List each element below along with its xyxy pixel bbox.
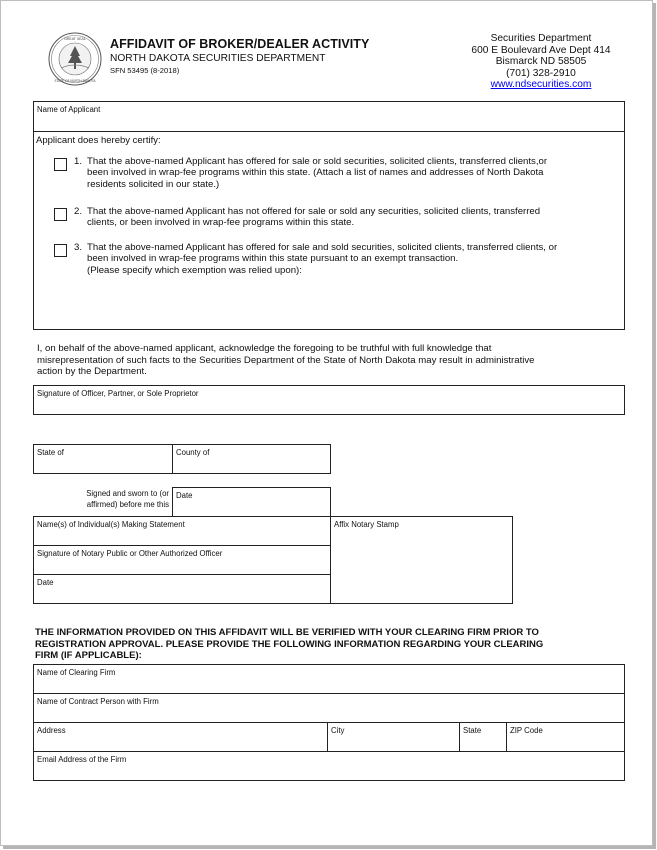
firm-email-input[interactable] xyxy=(36,764,622,778)
notice-line: REGISTRATION APPROVAL. PLEASE PROVIDE THE FOLLOWING INFORMATION REGARDING YOUR CLEARING xyxy=(35,638,544,650)
notary-date-input[interactable] xyxy=(36,587,328,601)
sworn-statement xyxy=(33,489,169,517)
option-1-line: That the above-named Applicant has offered for sale or sold securities, solicited clients, transferred clients,or xyxy=(87,156,548,167)
applicant-name-label: Name of Applicant xyxy=(37,105,101,114)
exemption-input[interactable] xyxy=(86,282,620,326)
officer-signature-input[interactable] xyxy=(36,398,622,412)
sworn-date-field[interactable] xyxy=(172,487,331,517)
firm-state-field[interactable] xyxy=(459,722,507,752)
certify-intro: Applicant does hereby certify: xyxy=(36,135,161,146)
contact-person-label: Name of Contract Person with Firm xyxy=(37,697,159,706)
firm-city-label: City xyxy=(331,726,345,735)
firm-zip-field[interactable] xyxy=(506,722,625,752)
notary-stamp-area xyxy=(330,516,513,604)
svg-text:STATE OF NORTH DAKOTA: STATE OF NORTH DAKOTA xyxy=(54,79,96,83)
firm-zip-label: ZIP Code xyxy=(510,726,543,735)
notary-date-field[interactable] xyxy=(33,574,331,604)
phone-number: (701) 328-2910 xyxy=(506,67,576,79)
form-title: AFFIDAVIT OF BROKER/DEALER ACTIVITY xyxy=(110,37,370,51)
option-3-number: 3. xyxy=(74,242,83,253)
option-1-checkbox[interactable] xyxy=(54,158,67,171)
officer-signature-field[interactable] xyxy=(33,385,625,415)
notary-signature-label: Signature of Notary Public or Other Authorized Officer xyxy=(37,549,223,558)
individuals-input[interactable] xyxy=(36,529,328,543)
option-2-checkbox[interactable] xyxy=(54,208,67,221)
notice-line: FIRM (IF APPLICABLE): xyxy=(35,650,142,662)
option-2-number: 2. xyxy=(74,206,83,217)
state-of-label: State of xyxy=(37,448,64,457)
acknowledgement-line: action by the Department. xyxy=(37,366,147,378)
clearing-firm-name-field[interactable] xyxy=(33,664,625,694)
sworn-line: Signed and sworn to (or xyxy=(86,489,169,498)
individuals-field[interactable] xyxy=(33,516,331,546)
address-line-2: 600 E Boulevard Ave Dept 414 xyxy=(471,44,611,56)
state-of-field[interactable] xyxy=(33,444,173,474)
firm-city-field[interactable] xyxy=(327,722,460,752)
firm-state-input[interactable] xyxy=(462,735,504,749)
sworn-date-label: Date xyxy=(176,491,193,500)
sworn-date-input[interactable] xyxy=(175,500,328,514)
county-of-label: County of xyxy=(176,448,210,457)
svg-text:GREAT SEAL: GREAT SEAL xyxy=(64,37,86,41)
individuals-label: Name(s) of Individual(s) Making Statement xyxy=(37,520,185,529)
address-line-1: Securities Department xyxy=(490,33,592,44)
certification-section xyxy=(33,131,625,330)
contact-person-input[interactable] xyxy=(36,706,622,720)
address-line-3: Bismarck ND 58505 xyxy=(495,56,587,68)
county-of-input[interactable] xyxy=(175,457,328,471)
county-of-field[interactable] xyxy=(172,444,331,474)
notary-signature-input[interactable] xyxy=(36,558,328,572)
officer-signature-label: Signature of Officer, Partner, or Sole Proprietor xyxy=(37,389,199,398)
contact-person-field[interactable] xyxy=(33,693,625,723)
firm-state-label: State xyxy=(463,726,482,735)
acknowledgement-text xyxy=(37,343,627,378)
firm-city-input[interactable] xyxy=(330,735,457,749)
form-number: SFN 53495 (8-2018) xyxy=(110,66,180,75)
firm-email-label: Email Address of the Firm xyxy=(37,755,127,764)
option-3-line: been involved in wrap-fee programs within this state pursuant to an exempt transaction. xyxy=(87,253,459,265)
option-3-checkbox[interactable] xyxy=(54,244,67,257)
option-3-line: (Please specify which exemption was relied upon): xyxy=(87,264,302,276)
north-dakota-seal-icon xyxy=(48,32,102,86)
acknowledgement-line: misrepresentation of such facts to the Securities Department of the State of North Dakota may result in administrative xyxy=(37,354,535,366)
state-of-input[interactable] xyxy=(36,457,170,471)
applicant-name-field[interactable] xyxy=(33,101,625,132)
department-name: NORTH DAKOTA SECURITIES DEPARTMENT xyxy=(110,53,326,64)
notice-line: THE INFORMATION PROVIDED ON THIS AFFIDAVIT WILL BE VERIFIED WITH YOUR CLEARING FIRM PRIOR TO xyxy=(35,627,539,638)
clearing-firm-name-label: Name of Clearing Firm xyxy=(37,668,116,677)
firm-address-label: Address xyxy=(37,726,66,735)
option-2-line: clients, or been involved in wrap-fee programs within this state. xyxy=(87,217,355,229)
acknowledgement-line: I, on behalf of the above-named applicant, acknowledge the foregoing to be truthful with full knowledge that xyxy=(37,343,492,354)
firm-address-field[interactable] xyxy=(33,722,328,752)
option-1-number: 1. xyxy=(74,156,83,167)
applicant-name-input[interactable] xyxy=(36,115,622,129)
department-address xyxy=(441,33,641,91)
option-3-line: That the above-named Applicant has offered for sale and sold securities, solicited clients, transferred clients, or xyxy=(87,242,558,253)
firm-zip-input[interactable] xyxy=(509,735,622,749)
option-1-line: been involved in wrap-fee programs within this state. (Attach a list of names and addresses of North Dakota xyxy=(87,167,544,179)
sworn-line: affirmed) before me this xyxy=(86,499,169,509)
firm-address-input[interactable] xyxy=(36,735,325,749)
option-1-line: residents solicited in our state.) xyxy=(87,178,220,190)
firm-email-field[interactable] xyxy=(33,751,625,781)
option-2-line: That the above-named Applicant has not offered for sale or sold any securities, solicited clients, transferred xyxy=(87,206,541,217)
clearing-firm-name-input[interactable] xyxy=(36,677,622,691)
notary-stamp-label: Affix Notary Stamp xyxy=(334,520,399,529)
notary-signature-field[interactable] xyxy=(33,545,331,575)
website-link[interactable]: www.ndsecurities.com xyxy=(490,79,592,91)
notary-date-label: Date xyxy=(37,578,54,587)
clearing-firm-notice xyxy=(35,627,635,662)
